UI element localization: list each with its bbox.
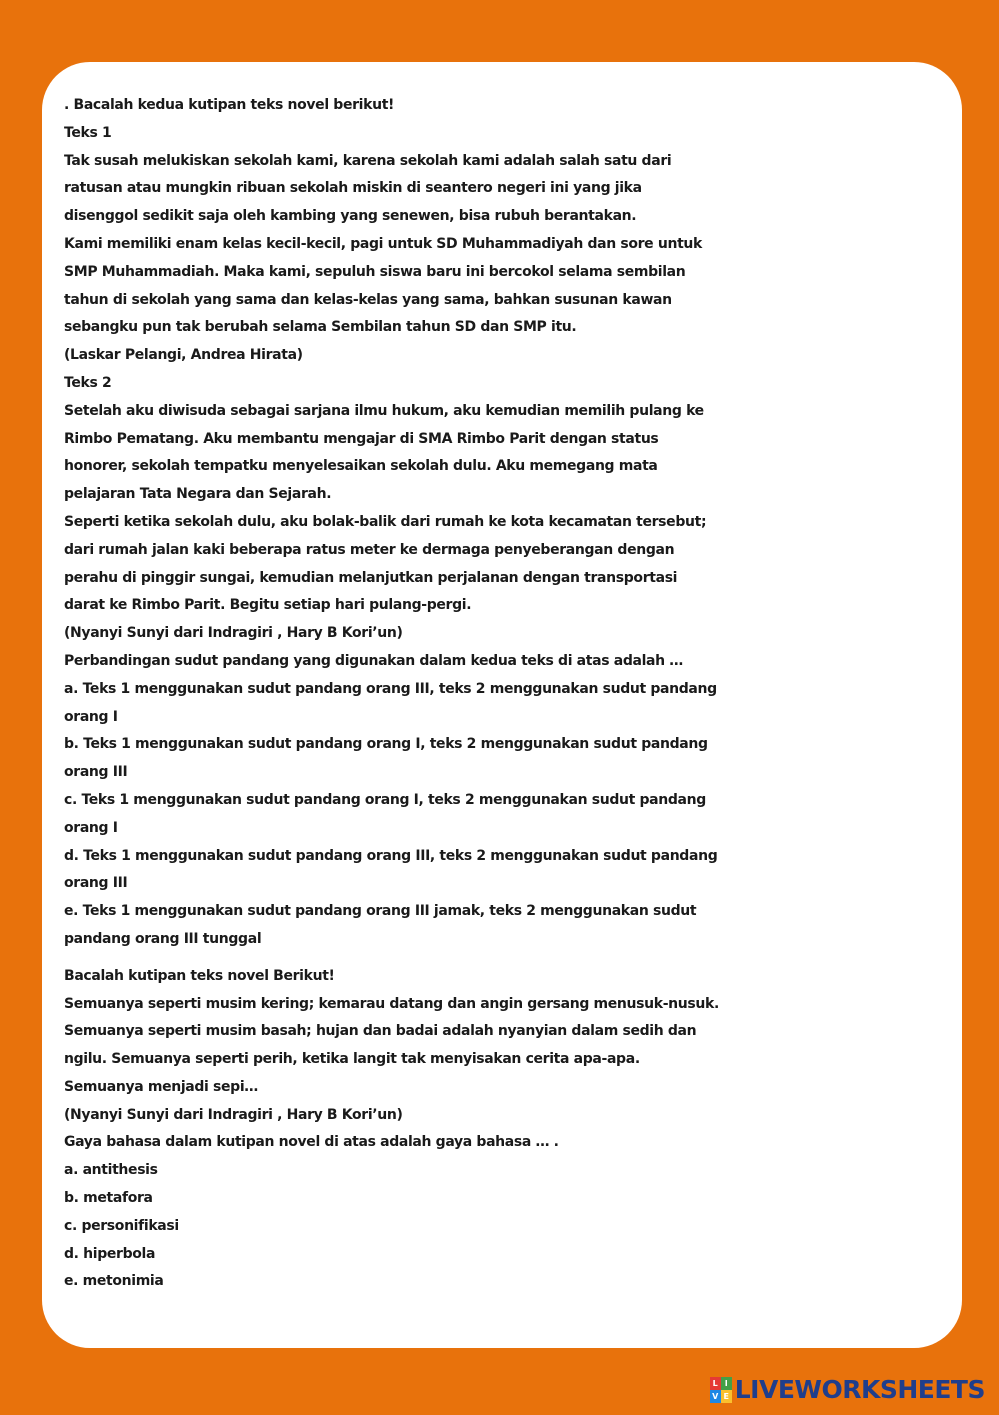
text-line: Semuanya seperti musim basah; hujan dan badai adalah nyanyian dalam sedih dan — [64, 1023, 697, 1040]
answer-option-a-cont: orang I — [64, 708, 118, 725]
answer-option-b: b. Teks 1 menggunakan sudut pandang orang I, teks 2 menggunakan sudut pandang — [64, 736, 708, 753]
badge-letter: L — [710, 1377, 721, 1390]
question-1 — [64, 92, 942, 954]
answer-option-c-cont: orang I — [64, 819, 118, 836]
text-line: Semuanya menjadi sepi… — [64, 1078, 258, 1095]
logo-text: LIVEWORKSHEETS — [734, 1375, 985, 1404]
worksheet-card — [42, 62, 962, 1348]
answer-option-a: a. Teks 1 menggunakan sudut pandang orang III, teks 2 menggunakan sudut pandang — [64, 680, 717, 697]
text-line: Setelah aku diwisuda sebagai sarjana ilmu hukum, aku kemudian memilih pulang ke — [64, 402, 704, 419]
text-line: (Nyanyi Sunyi dari Indragiri , Hary B Kori’un) — [64, 1106, 403, 1123]
answer-option-e: e. Teks 1 menggunakan sudut pandang orang III jamak, teks 2 menggunakan sudut — [64, 903, 697, 920]
text-line: . Bacalah kedua kutipan teks novel berikut! — [64, 97, 395, 113]
answer-option-d: d. Teks 1 menggunakan sudut pandang orang III, teks 2 menggunakan sudut pandang — [64, 847, 718, 864]
answer-option-a: a. antithesis — [64, 1162, 158, 1179]
answer-option-d: d. hiperbola — [64, 1245, 156, 1262]
text-line: Semuanya seperti musim kering; kemarau datang dan angin gersang menusuk-nusuk. — [64, 995, 719, 1012]
badge-letter: V — [710, 1390, 721, 1403]
question-prompt: Perbandingan sudut pandang yang digunakan dalam kedua teks di atas adalah … — [64, 652, 683, 669]
liveworksheets-logo — [710, 1375, 985, 1405]
text-line: sebangku pun tak berubah selama Sembilan tahun SD dan SMP itu. — [64, 319, 577, 336]
text-line: perahu di pinggir sungai, kemudian melanjutkan perjalanan dengan transportasi — [64, 569, 678, 586]
text-line: Tak susah melukiskan sekolah kami, karena sekolah kami adalah salah satu dari — [64, 152, 672, 169]
answer-option-b: b. metafora — [64, 1190, 153, 1207]
answer-option-e-cont: pandang orang III tunggal — [64, 930, 262, 947]
question-prompt: Gaya bahasa dalam kutipan novel di atas adalah gaya bahasa … . — [64, 1134, 559, 1151]
live-badge-icon — [710, 1377, 732, 1403]
text-line: Kami memiliki enam kelas kecil-kecil, pagi untuk SD Muhammadiyah dan sore untuk — [64, 235, 702, 252]
badge-letter: E — [721, 1390, 732, 1403]
question-2 — [64, 963, 942, 1297]
text-line: honorer, sekolah tempatku menyelesaikan sekolah dulu. Aku memegang mata — [64, 458, 658, 475]
answer-option-d-cont: orang III — [64, 875, 128, 892]
text-line: disenggol sedikit saja oleh kambing yang senewen, bisa rubuh berantakan. — [64, 208, 637, 225]
text-line: (Laskar Pelangi, Andrea Hirata) — [64, 347, 303, 364]
badge-letter: I — [721, 1377, 732, 1390]
answer-option-b-cont: orang III — [64, 764, 128, 781]
text-line: ngilu. Semuanya seperti perih, ketika langit tak menyisakan cerita apa-apa. — [64, 1051, 640, 1068]
text-line: Teks 2 — [64, 374, 112, 391]
text-line: ratusan atau mungkin ribuan sekolah miskin di seantero negeri ini yang jika — [64, 180, 642, 197]
text-line: Bacalah kutipan teks novel Berikut! — [64, 967, 335, 984]
text-line: Seperti ketika sekolah dulu, aku bolak-balik dari rumah ke kota kecamatan tersebut; — [64, 513, 707, 530]
answer-option-c: c. Teks 1 menggunakan sudut pandang orang I, teks 2 menggunakan sudut pandang — [64, 791, 706, 808]
answer-option-e: e. metonimia — [64, 1273, 164, 1290]
text-line: Rimbo Pematang. Aku membantu mengajar di SMA Rimbo Parit dengan status — [64, 430, 659, 447]
text-line: tahun di sekolah yang sama dan kelas-kelas yang sama, bahkan susunan kawan — [64, 291, 672, 308]
answer-option-c: c. personifikasi — [64, 1217, 179, 1234]
text-line: (Nyanyi Sunyi dari Indragiri , Hary B Kori’un) — [64, 625, 403, 642]
text-line: dari rumah jalan kaki beberapa ratus meter ke dermaga penyeberangan dengan — [64, 541, 675, 558]
text-line: pelajaran Tata Negara dan Sejarah. — [64, 486, 332, 503]
section-gap — [64, 954, 942, 963]
text-line: darat ke Rimbo Parit. Begitu setiap hari pulang-pergi. — [64, 597, 472, 614]
text-line: SMP Muhammadiah. Maka kami, sepuluh siswa baru ini bercokol selama sembilan — [64, 263, 686, 280]
text-line: Teks 1 — [64, 124, 112, 141]
